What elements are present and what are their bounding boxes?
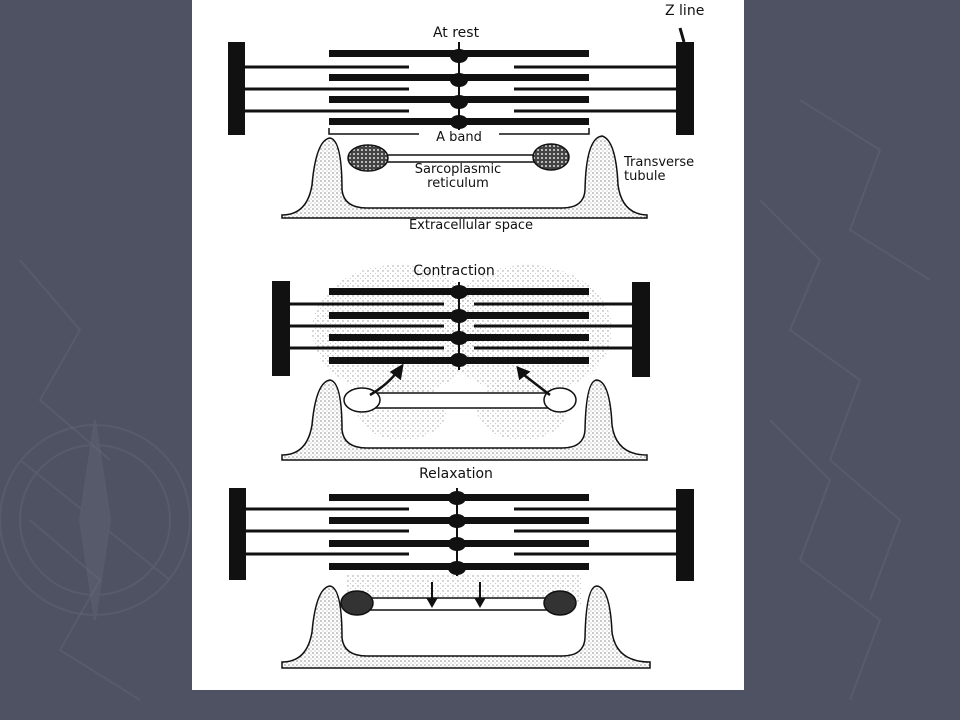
at-rest-title: At rest bbox=[432, 25, 480, 41]
sarcoplasmic-reticulum-line2: reticulum bbox=[427, 176, 489, 191]
z-line-right bbox=[676, 489, 694, 581]
sarcoplasmic-reticulum-label bbox=[415, 163, 501, 191]
relaxation-title: Relaxation bbox=[419, 466, 493, 482]
contraction-section bbox=[272, 265, 650, 460]
diagram-panel bbox=[192, 0, 744, 690]
extracellular-space-label: Extracellular space bbox=[408, 218, 534, 233]
z-line-label: Z line bbox=[665, 3, 705, 19]
m-line bbox=[450, 42, 468, 130]
z-line-left bbox=[229, 488, 246, 580]
z-line-left bbox=[272, 281, 290, 376]
relaxation-section bbox=[229, 488, 694, 668]
sarcomere-diagram bbox=[192, 0, 744, 690]
contraction-title: Contraction bbox=[413, 263, 495, 279]
transverse-tubule-line1: Transverse bbox=[624, 155, 695, 170]
transverse-tubule-label bbox=[624, 156, 694, 184]
a-band-label: A band bbox=[436, 130, 482, 145]
z-line-right bbox=[632, 282, 650, 377]
z-line-left bbox=[228, 42, 245, 135]
sarcoplasmic-reticulum-line1: Sarcoplasmic bbox=[414, 162, 502, 177]
transverse-tubule-contraction bbox=[282, 380, 647, 460]
z-line-right bbox=[676, 42, 694, 135]
transverse-tubule-line2: tubule bbox=[624, 169, 666, 184]
